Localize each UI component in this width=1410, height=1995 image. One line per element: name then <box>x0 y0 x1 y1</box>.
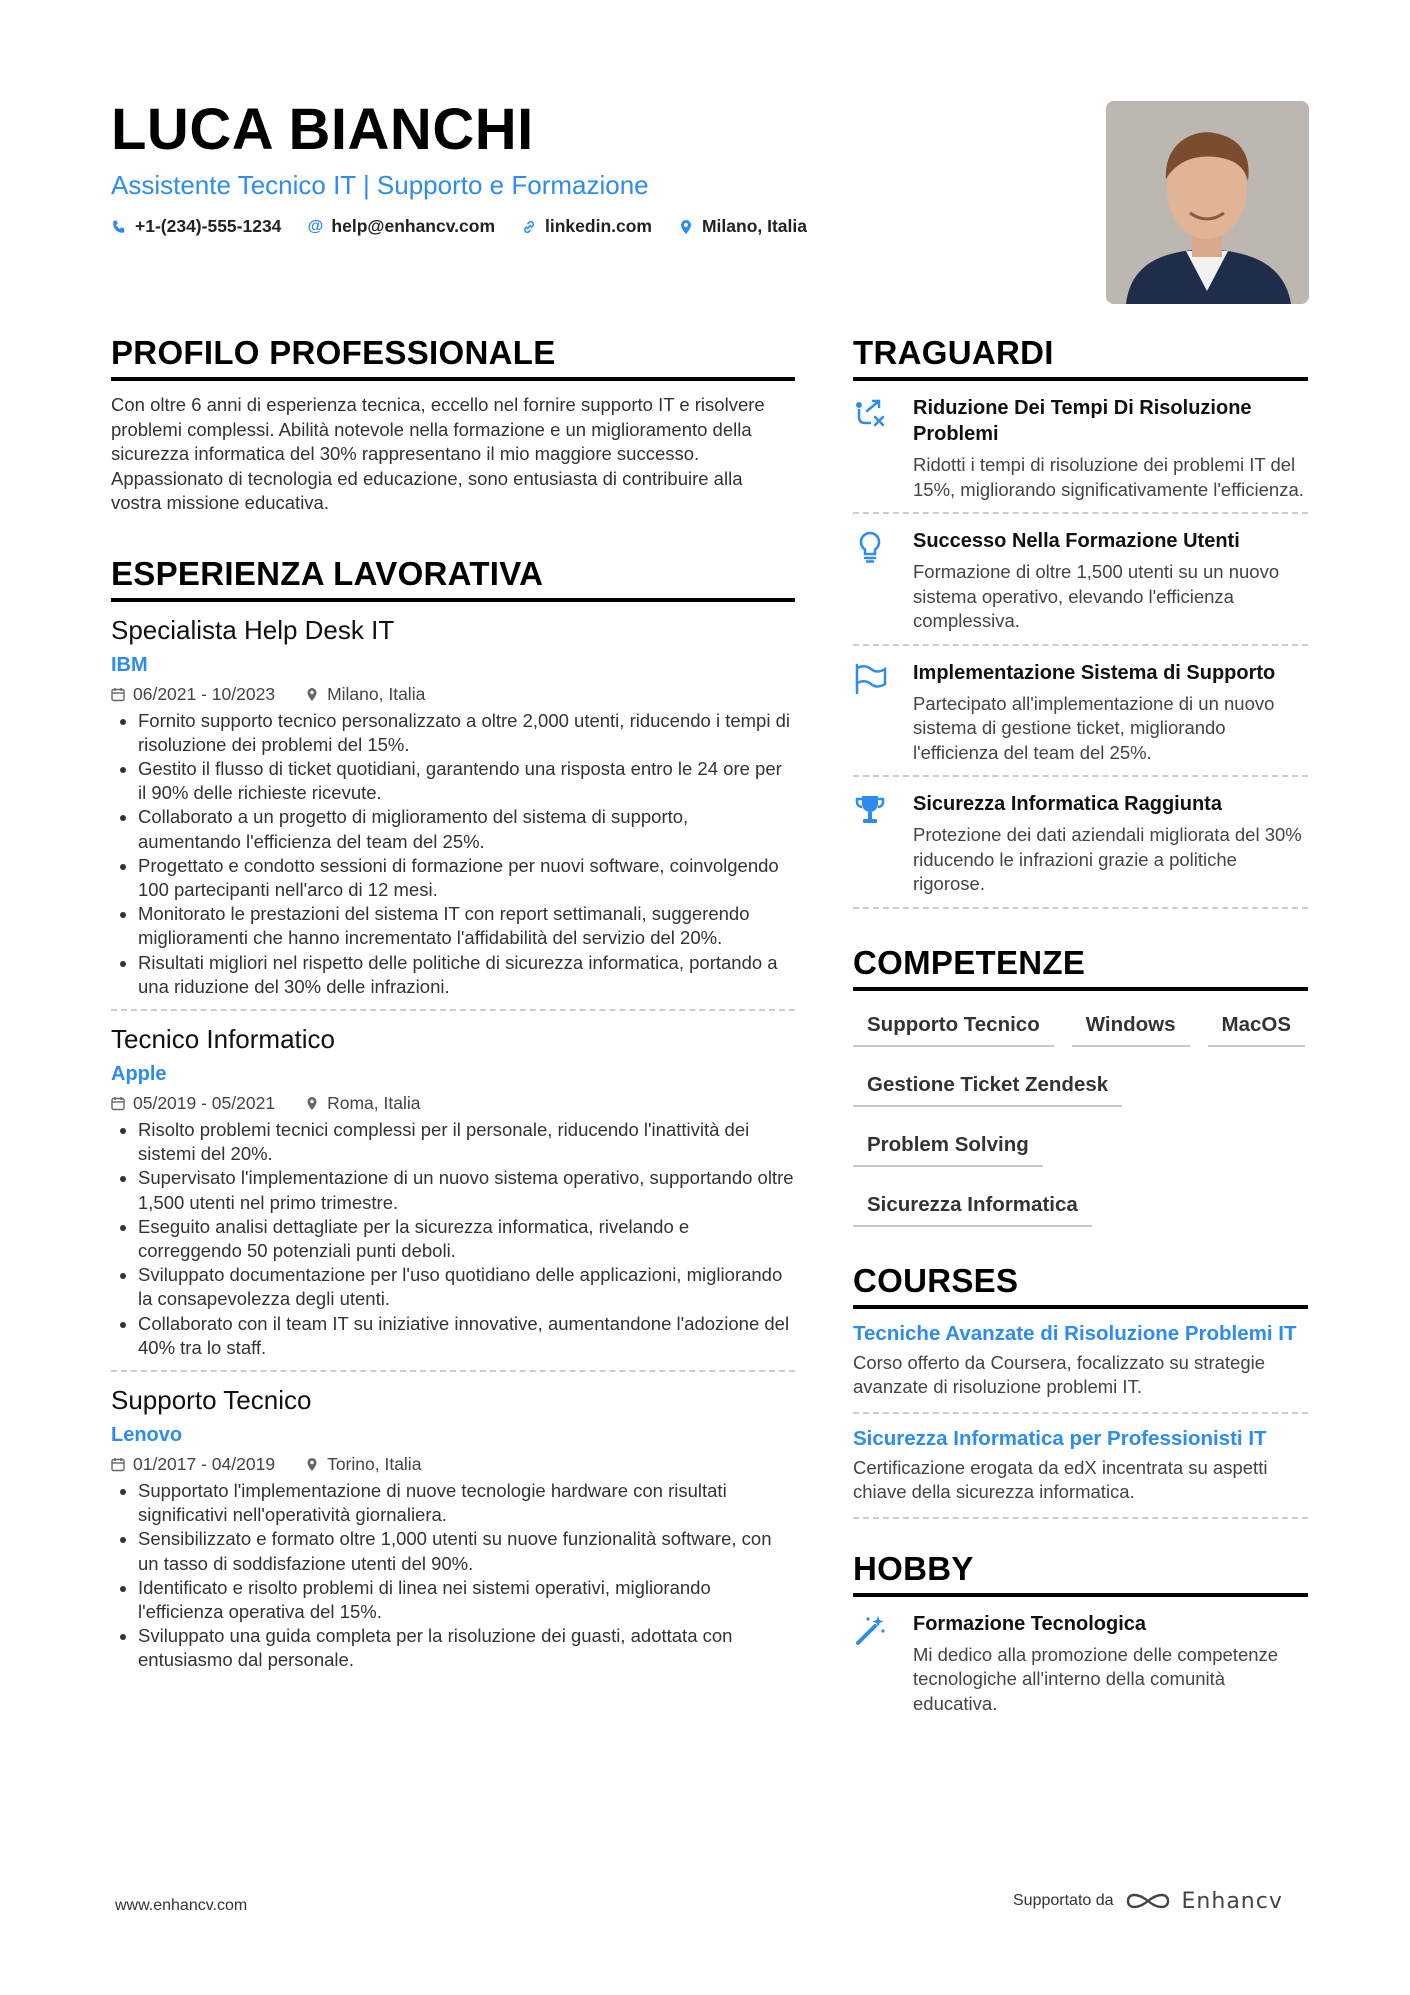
achievement-desc: Formazione di oltre 1,500 utenti su un nuovo sistema operativo, elevando l'efficienza complessiva. <box>913 561 1280 631</box>
achievement-title: Sicurezza Informatica Raggiunta <box>913 793 1222 815</box>
skill-tag: Supporto Tecnico <box>853 1007 1054 1047</box>
achievement-item <box>853 514 1308 646</box>
phone-text: +1-(234)-555-1234 <box>135 216 282 236</box>
job-divider <box>111 1370 795 1372</box>
footer-website[interactable]: www.enhancv.com <box>115 1897 248 1914</box>
job-meta <box>111 1093 795 1114</box>
phone-icon <box>111 219 127 235</box>
resume-header <box>111 98 1011 237</box>
course-title[interactable]: Sicurezza Informatica per Professionisti IT <box>853 1426 1267 1450</box>
skills-list <box>853 1007 1308 1227</box>
job-bullets <box>111 1118 795 1360</box>
flag-icon <box>853 660 913 766</box>
contact-phone[interactable] <box>111 216 281 237</box>
job-dates-text: 05/2019 - 05/2021 <box>133 1092 276 1113</box>
profile-heading: PROFILO PROFESSIONALE <box>111 333 795 381</box>
footer-branding[interactable] <box>1013 1888 1283 1914</box>
contact-email[interactable] <box>307 216 495 237</box>
location-pin-icon <box>305 687 319 702</box>
course-item <box>853 1309 1308 1414</box>
achievement-desc: Protezione dei dati aziendali migliorata del 30% riducendo le infrazioni grazie a politiche rigorose. <box>913 824 1302 894</box>
job-entry <box>111 1384 795 1673</box>
calendar-icon <box>111 687 125 702</box>
candidate-name: LUCA BIANCHI <box>111 97 534 162</box>
job-bullet: • Sviluppato documentazione per l'uso quotidiano delle applicazioni, migliorando la consapevolezza degli utenti. <box>138 1263 795 1311</box>
link-icon <box>521 219 537 235</box>
hobby-title: Formazione Tecnologica <box>913 1612 1146 1635</box>
job-dates <box>111 1454 275 1475</box>
job-company[interactable]: IBM <box>111 653 148 676</box>
at-sign-icon: @ <box>307 217 324 235</box>
experience-heading: ESPERIENZA LAVORATIVA <box>111 554 795 602</box>
job-bullet: • Monitorato le prestazioni del sistema IT con report settimanali, suggerendo miglioramenti che hanno incrementato l'affidabilità del servizio del 20%. <box>138 902 795 950</box>
brand-name: Enhancv <box>1181 1888 1283 1914</box>
job-dates-text: 06/2021 - 10/2023 <box>133 683 276 704</box>
job-entry <box>111 614 795 1011</box>
calendar-icon <box>111 1457 125 1472</box>
job-dates <box>111 684 275 705</box>
calendar-icon <box>111 1096 125 1111</box>
magic-wand-icon <box>853 1611 913 1717</box>
job-role: Tecnico Informatico <box>111 1023 335 1054</box>
achievement-item <box>853 646 1308 778</box>
course-title[interactable]: Tecniche Avanzate di Risoluzione Problemi IT <box>853 1321 1297 1345</box>
job-bullet: • Sensibilizzato e formato oltre 1,000 utenti su nuove funzionalità software, con un tasso di soddisfazione utenti del 90%. <box>138 1527 795 1575</box>
job-bullet: • Sviluppato una guida completa per la risoluzione dei guasti, adottata con entusiasmo dal personale. <box>138 1624 795 1672</box>
course-desc: Certificazione erogata da edX incentrata su aspetti chiave della sicurezza informatica. <box>853 1456 1268 1502</box>
job-bullet: • Identificato e risolto problemi di linea nei sistemi operativi, migliorando l'efficienza operativa del 15%. <box>138 1576 795 1624</box>
job-role: Supporto Tecnico <box>111 1384 312 1415</box>
job-location <box>305 1454 421 1475</box>
location-pin-icon <box>305 1096 319 1111</box>
job-bullet: • Risolto problemi tecnici complessi per il personale, riducendo l'inattività dei sistemi del 20%. <box>138 1118 795 1166</box>
skill-tag: Gestione Ticket Zendesk <box>853 1067 1122 1107</box>
location-pin-icon <box>678 219 694 235</box>
email-text: help@enhancv.com <box>331 216 496 236</box>
job-location <box>305 1093 420 1114</box>
job-bullet: • Supportato l'implementazione di nuove tecnologie hardware con risultati significativi nell'operatività giornaliera. <box>138 1479 795 1527</box>
skill-tag: MacOS <box>1208 1007 1306 1047</box>
job-bullet: • Collaborato a un progetto di miglioramento del sistema di supporto, aumentando l'efficienza del team del 25%. <box>138 805 795 853</box>
job-bullet: • Gestito il flusso di ticket quotidiani, garantendo una risposta entro le 24 ore per il 90% delle richieste ricevute. <box>138 757 795 805</box>
right-column <box>853 333 1308 1726</box>
achievements-heading: TRAGUARDI <box>853 333 1308 381</box>
powered-by-label: Supportato da <box>1013 1892 1114 1909</box>
skill-tag: Problem Solving <box>853 1127 1043 1167</box>
linkedin-text: linkedin.com <box>545 216 652 236</box>
skill-tag: Windows <box>1072 1007 1190 1047</box>
job-company[interactable]: Apple <box>111 1062 167 1085</box>
achievement-item <box>853 777 1308 909</box>
job-bullets <box>111 1479 795 1673</box>
location-text: Milano, Italia <box>701 216 808 236</box>
job-dates-text: 01/2017 - 04/2019 <box>133 1453 276 1474</box>
courses-heading: COURSES <box>853 1261 1308 1309</box>
course-desc: Corso offerto da Coursera, focalizzato su strategie avanzate di risoluzione problemi IT. <box>853 1351 1266 1397</box>
job-location-text: Torino, Italia <box>327 1453 422 1474</box>
achievement-title: Implementazione Sistema di Supporto <box>913 661 1276 684</box>
job-location-text: Roma, Italia <box>327 1092 421 1113</box>
hobby-desc: Mi dedico alla promozione delle competenze tecnologiche all'interno della comunità educativa. <box>913 1643 1279 1714</box>
job-role: Specialista Help Desk IT <box>111 614 395 645</box>
job-meta <box>111 684 795 705</box>
achievement-title: Successo Nella Formazione Utenti <box>913 530 1240 552</box>
enhancv-logo-icon <box>1124 1888 1172 1914</box>
trophy-icon <box>853 791 913 897</box>
contact-linkedin[interactable] <box>521 216 652 237</box>
job-bullets <box>111 709 795 999</box>
achievement-title: Riduzione Dei Tempi Di Risoluzione Problemi <box>913 397 1252 445</box>
job-bullet: • Supervisato l'implementazione di un nuovo sistema operativo, supportando oltre 1,500 utenti nel primo trimestre. <box>138 1166 795 1214</box>
job-company[interactable]: Lenovo <box>111 1423 183 1446</box>
contact-bar <box>111 216 1011 237</box>
job-bullet: • Fornito supporto tecnico personalizzato a oltre 2,000 utenti, riducendo i tempi di risoluzione dei problemi del 15%. <box>138 709 795 757</box>
profile-photo <box>1106 101 1309 304</box>
skills-heading: COMPETENZE <box>853 943 1308 991</box>
profile-summary: Con oltre 6 anni di esperienza tecnica, eccello nel fornire supporto IT e risolvere problemi complessi. Abilità notevole nella formazione e un miglioramento della sicurezza informatica del 30% rappresentano il mio maggiore successo. Appassionato di tecnologia ed educazione, sono entusiasta di contribuire alla vostra missione educativa. <box>111 394 765 513</box>
left-column <box>111 333 795 1673</box>
job-bullet: • Eseguito analisi dettagliate per la sicurezza informatica, rivelando e correggendo 50 potenziali punti deboli. <box>138 1215 795 1263</box>
location-pin-icon <box>305 1457 319 1472</box>
job-meta <box>111 1454 795 1475</box>
job-location-text: Milano, Italia <box>327 683 426 704</box>
job-divider <box>111 1009 795 1011</box>
job-bullet: • Progettato e condotto sessioni di formazione per nuovi software, coinvolgendo 100 partecipanti nell'arco di 12 mesi. <box>138 854 795 902</box>
job-bullet: • Risultati migliori nel rispetto delle politiche di sicurezza informatica, portando a una riduzione del 30% delle infrazioni. <box>138 951 795 999</box>
job-entry <box>111 1023 795 1372</box>
achievement-item <box>853 381 1308 514</box>
lightbulb-icon <box>853 528 913 634</box>
wand-path-icon <box>853 395 913 502</box>
contact-location <box>678 216 807 237</box>
achievement-desc: Ridotti i tempi di risoluzione dei problemi IT del 15%, migliorando significativamente l'efficienza. <box>913 454 1304 500</box>
hobby-item <box>853 1597 1308 1727</box>
skill-tag: Sicurezza Informatica <box>853 1187 1092 1227</box>
candidate-title: Assistente Tecnico IT | Supporto e Formazione <box>111 170 649 200</box>
hobby-heading: HOBBY <box>853 1549 1308 1597</box>
job-location <box>305 684 425 705</box>
job-dates <box>111 1093 275 1114</box>
achievement-desc: Partecipato all'implementazione di un nuovo sistema di gestione ticket, migliorando l'efficienza del team del 25%. <box>913 692 1275 763</box>
course-item <box>853 1414 1308 1519</box>
job-bullet: • Collaborato con il team IT su iniziative innovative, aumentandone l'adozione del 40% tra lo staff. <box>138 1312 795 1360</box>
